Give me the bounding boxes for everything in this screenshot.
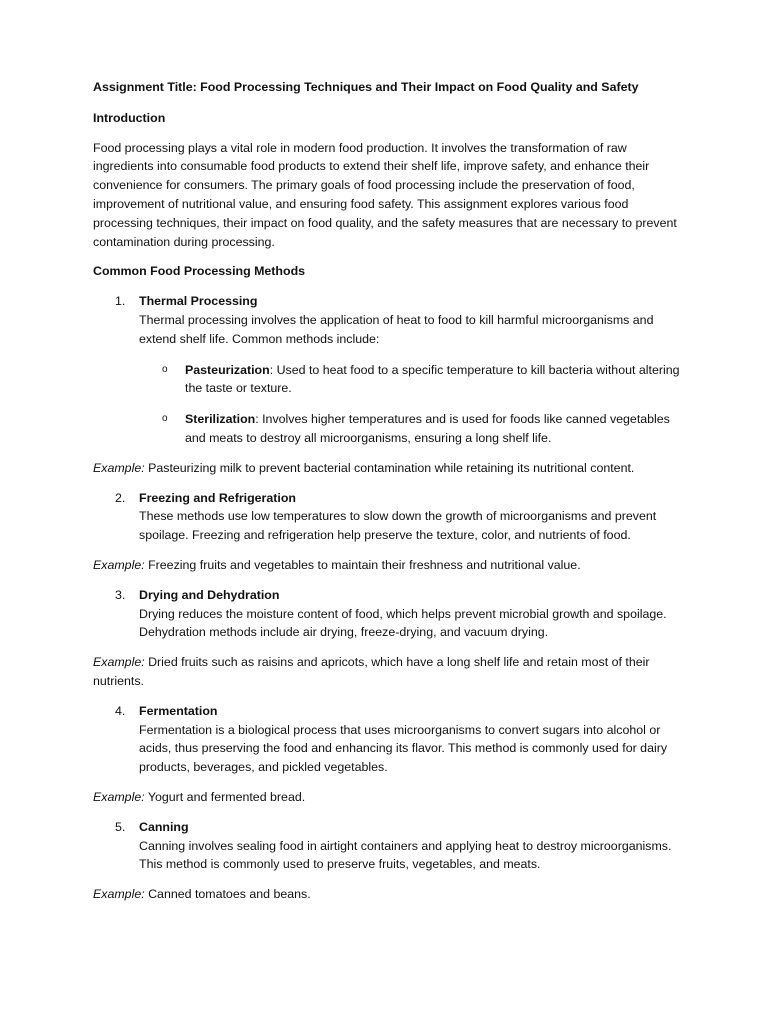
method-title: Thermal Processing [139, 294, 258, 309]
example-label: Example: [93, 557, 145, 572]
sub-item-pasteurization [139, 361, 683, 399]
method-item-freezing [93, 489, 683, 545]
document-page [93, 78, 683, 915]
method-title: Canning [139, 819, 189, 834]
hollow-bullet-icon: o [162, 363, 168, 375]
list-number: 2. [115, 490, 126, 505]
method-description: Drying reduces the moisture content of food, which helps prevent microbial growth and spoilage. Dehydration methods include air drying, freeze-drying, and vacuum drying. [139, 606, 667, 640]
example-fermentation [93, 788, 683, 807]
method-item-drying [93, 586, 683, 642]
example-drying [93, 653, 683, 691]
sub-item-text: : Used to heat food to a specific temperature to kill bacteria without altering the taste or texture. [185, 362, 680, 396]
method-item-thermal-processing [93, 292, 683, 448]
example-label: Example: [93, 460, 145, 475]
sub-item-sterilization [139, 410, 683, 448]
method-item-canning [93, 818, 683, 874]
introduction-heading: Introduction [93, 110, 166, 125]
example-text: Dried fruits such as raisins and apricots, which have a long shelf life and retain most of their nutrients. [93, 655, 650, 688]
example-text: Yogurt and fermented bread. [144, 789, 306, 804]
method-title: Fermentation [139, 703, 218, 718]
sub-item-term: Sterilization [185, 412, 256, 427]
method-title: Drying and Dehydration [139, 587, 280, 602]
list-number: 1. [115, 294, 126, 309]
example-label: Example: [93, 789, 145, 804]
example-thermal-processing [93, 459, 683, 478]
example-text: Pasteurizing milk to prevent bacterial contamination while retaining its nutritional content. [144, 460, 635, 475]
assignment-title: Assignment Title: Food Processing Techniques and Their Impact on Food Quality and Safety [93, 80, 639, 94]
method-description: Canning involves sealing food in airtight containers and applying heat to destroy microorganisms. This method is commonly used to preserve fruits, vegetables, and meats. [139, 838, 672, 872]
method-description: Thermal processing involves the application of heat to food to kill harmful microorganisms and extend shelf life. Common methods include: [139, 312, 654, 346]
method-title: Freezing and Refrigeration [139, 490, 296, 505]
example-label: Example: [93, 887, 145, 902]
example-text: Canned tomatoes and beans. [144, 887, 311, 902]
sub-item-term: Pasteurization [185, 362, 270, 377]
example-label: Example: [93, 655, 145, 670]
example-text: Freezing fruits and vegetables to maintain their freshness and nutritional value. [144, 557, 581, 572]
method-description: These methods use low temperatures to slow down the growth of microorganisms and prevent spoilage. Freezing and refrigeration help preserve the texture, color, and nutrients of food. [139, 509, 657, 543]
sub-list [139, 361, 683, 448]
hollow-bullet-icon: o [162, 413, 168, 425]
method-description: Fermentation is a biological process that uses microorganisms to convert sugars into alcohol or acids, thus preserving the food and enhancing its flavor. This method is commonly used for dairy products, beverages, and pickled vegetables. [139, 722, 668, 775]
example-canning [93, 885, 683, 904]
list-number: 4. [115, 703, 126, 718]
example-freezing [93, 556, 683, 575]
sub-item-text: : Involves higher temperatures and is used for foods like canned vegetables and meats to destroy all microorganisms, ensuring a long shelf life. [185, 412, 670, 445]
method-item-fermentation [93, 702, 683, 777]
methods-heading: Common Food Processing Methods [93, 264, 306, 279]
list-number: 3. [115, 587, 126, 602]
introduction-paragraph: Food processing plays a vital role in modern food production. It involves the transformation of raw ingredients into consumable food products to extend their shelf life, improve safety, and enhance their convenience for consumers. The primary goals of food processing include the preservation of food, improvement of nutritional value, and ensuring food safety. This assignment explores various food processing techniques, their impact on food quality, and the safety measures that are necessary to prevent contamination during processing. [93, 140, 677, 249]
list-number: 5. [115, 819, 126, 834]
